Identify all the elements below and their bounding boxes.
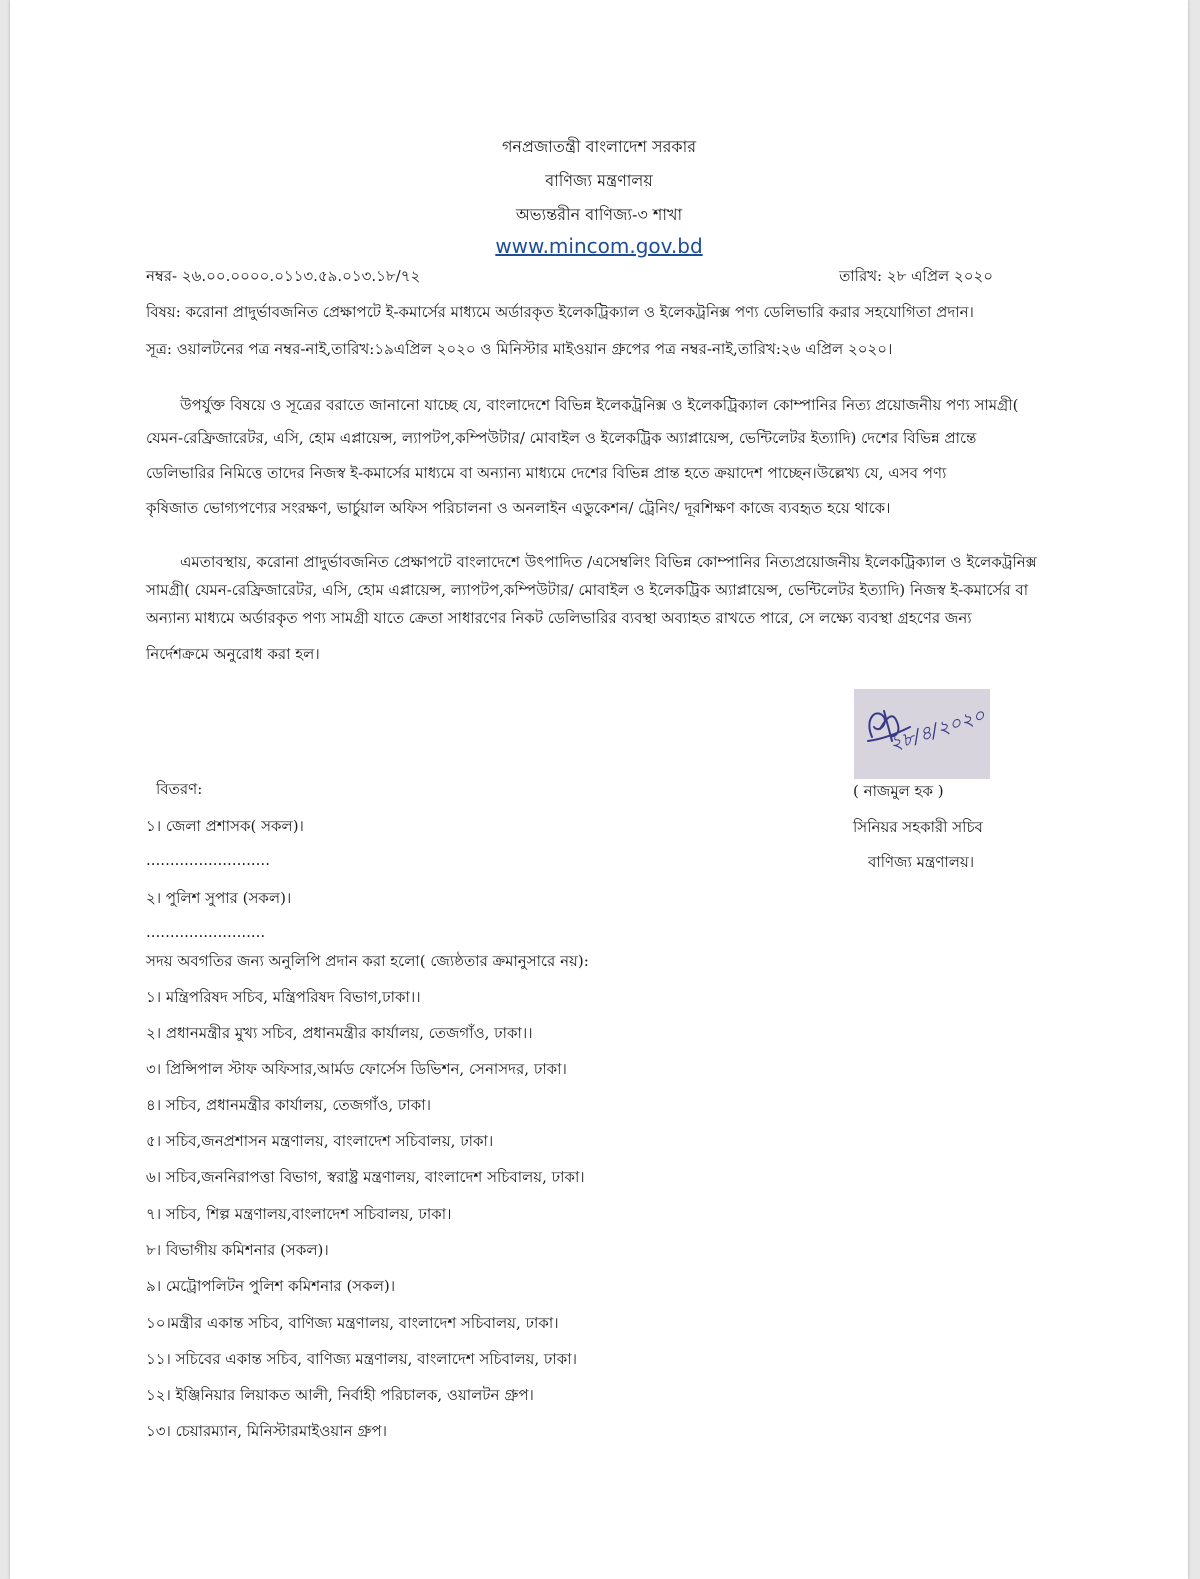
copies-heading: সদয় অবগতির জন্য অনুলিপি প্রদান করা হলো( জ্যেষ্ঠতার ক্রমানুসারে নয়): [146,952,589,970]
signatory-office: বাণিজ্য মন্ত্রণালয়। [868,853,975,871]
copy-item: ১১। সচিবের একান্ত সচিব, বাণিজ্য মন্ত্রণালয়, বাংলাদেশ সচিবালয়, ঢাকা। [146,1350,577,1368]
copy-item: ৬। সচিব,জননিরাপত্তা বিভাগ, স্বরাষ্ট্র মন্ত্রণালয়, বাংলাদেশ সচিবালয়, ঢাকা। [146,1168,585,1186]
distribution-item: ১। জেলা প্রশাসক( সকল)। [146,817,304,835]
paragraph-1-line: উপর্যুক্ত বিষয়ে ও সূত্রের বরাতে জানানো যাচ্ছে যে, বাংলাদেশে বিভিন্ন ইলেকট্রনিক্স ও ইলেকট্রিক্যাল কোম্পানির নিত্য প্রয়োজনীয় পণ্য সামগ্রী( [180,396,1019,414]
copy-item: ৭। সচিব, শিল্প মন্ত্রণালয়,বাংলাদেশ সচিবালয়, ঢাকা। [146,1205,452,1223]
paragraph-1-line: যেমন-রেফ্রিজারেটর, এসি, হোম এপ্লায়েন্স, ল্যাপটপ,কম্পিউটার/ মোবাইল ও ইলেকট্রিক অ্যাপ্লায়েন্স, ভেন্টিলেটর ইত্যাদি) দেশের বিভিন্ন প্রান্তে [146,429,977,447]
handwritten-signature [854,689,990,779]
copy-item: ১২। ইঞ্জিনিয়ার লিয়াকত আলী, নির্বাহী পরিচালক, ওয়ালটন গ্রুপ। [146,1386,534,1404]
paragraph-1-line: ডেলিভারির নিমিত্তে তাদের নিজস্ব ই-কমার্সের মাধ্যমে বা অন্যান্য মাধ্যমে দেশের বিভিন্ন প্রান্ত হতে ক্রয়াদেশ পাচ্ছেন।উল্লেখ্য যে, এসব পণ্য [146,464,947,482]
copy-item: ১০।মন্ত্রীর একান্ত সচিব, বাণিজ্য মন্ত্রণালয়, বাংলাদেশ সচিবালয়, ঢাকা। [146,1314,559,1332]
distribution-heading: বিতরণ: [156,780,203,798]
signatory-designation: সিনিয়র সহকারী সচিব [853,818,983,836]
distribution-dots: .......................... [146,851,270,869]
reference-line: সূত্র: ওয়ালটনের পত্র নম্বর-নাই,তারিখ:১৯এপ্রিল ২০২০ ও মিনিস্টার মাইওয়ান গ্রুপের পত্র নম্বর-নাই,তারিখ:২৬ এপ্রিল ২০২০। [146,340,893,358]
document-page [10,0,1188,1579]
copy-item: ৯। মেট্রোপলিটন পুলিশ কমিশনার (সকল)। [146,1277,396,1295]
ministry-name: বাণিজ্য মন্ত্রণালয় [545,171,653,190]
signature-image [854,689,990,779]
website-link[interactable]: www.mincom.gov.bd [495,234,703,258]
paragraph-1-line: কৃষিজাত ভোগ্যপণ্যের সংরক্ষণ, ভার্চুয়াল অফিস পরিচালনা ও অনলাইন এডুকেশন/ ট্রেনিং/ দূরশিক্ষণ কাজে ব্যবহৃত হয়ে থাকে। [146,499,891,517]
copy-item: ৩। প্রিন্সিপাল স্টাফ অফিসার,আর্মড ফোর্সেস ডিভিশন, সেনাসদর, ঢাকা। [146,1060,567,1078]
govt-name: গনপ্রজাতন্ত্রী বাংলাদেশ সরকার [501,137,697,156]
branch-name: অভ্যন্তরীন বাণিজ্য-৩ শাখা [515,205,683,224]
copy-item: ২। প্রধানমন্ত্রীর মুখ্য সচিব, প্রধানমন্ত্রীর কার্যালয়, তেজগাঁও, ঢাকা।। [146,1024,533,1042]
memo-date: তারিখ: ২৮ এপ্রিল ২০২০ [839,267,993,285]
signatory-name: ( নাজমুল হক ) [853,782,944,800]
paragraph-2-line: এমতাবস্থায়, করোনা প্রাদুর্ভাবজনিত প্রেক্ষাপটে বাংলাদেশে উৎপাদিত /এসেম্বলিং বিভিন্ন কোম্পানির নিত্যপ্রয়োজনীয় ইলেকট্রিক্যাল ও ইলেকট্রনিক্স [180,553,1037,571]
website-line [10,234,1188,258]
copy-item: ৮। বিভাগীয় কমিশনার (সকল)। [146,1241,329,1259]
distribution-item: ২। পুলিশ সুপার (সকল)। [146,889,292,907]
copy-item: ৪। সচিব, প্রধানমন্ত্রীর কার্যালয়, তেজগাঁও, ঢাকা। [146,1096,431,1114]
distribution-dots: ......................... [146,923,266,941]
paragraph-2-line: সামগ্রী( যেমন-রেফ্রিজারেটর, এসি, হোম এপ্লায়েন্স, ল্যাপটপ,কম্পিউটার/ মোবাইল ও ইলেকট্রিক অ্যাপ্লায়েন্স, ভেন্টিলেটর ইত্যাদি) নিজস্ব ই-কমার্সের বা [146,581,1029,599]
copy-item: ৫। সচিব,জনপ্রশাসন মন্ত্রণালয়, বাংলাদেশ সচিবালয়, ঢাকা। [146,1132,494,1150]
copy-item: ১৩। চেয়ারম্যান, মিনিস্টারমাইওয়ান গ্রুপ। [146,1422,387,1440]
copy-item: ১। মন্ত্রিপরিষদ সচিব, মন্ত্রিপরিষদ বিভাগ,ঢাকা।। [146,988,421,1006]
paragraph-2-line: অন্যান্য মাধ্যমে অর্ডারকৃত পণ্য সামগ্রী যাতে ক্রেতা সাধারণের নিকট ডেলিভারির ব্যবস্থা অব্যাহত রাখতে পারে, সে লক্ষ্যে ব্যবস্থা গ্রহণের জন্য [146,609,972,627]
subject-line: বিষয়: করোনা প্রাদুর্ভাবজনিত প্রেক্ষাপটে ই-কমার্সের মাধ্যমে অর্ডারকৃত ইলেকট্রিক্যাল ও ইলেকট্রনিক্স পণ্য ডেলিভারি করার সহযোগিতা প্রদান। [146,303,974,321]
signature-date: ২৮/৪/২০২০ [886,704,988,756]
memo-number: নম্বর- ২৬.০০.০০০০.০১১৩.৫৯.০১৩.১৮/৭২ [146,267,421,285]
paragraph-2-line: নির্দেশক্রমে অনুরোধ করা হল। [146,645,320,663]
